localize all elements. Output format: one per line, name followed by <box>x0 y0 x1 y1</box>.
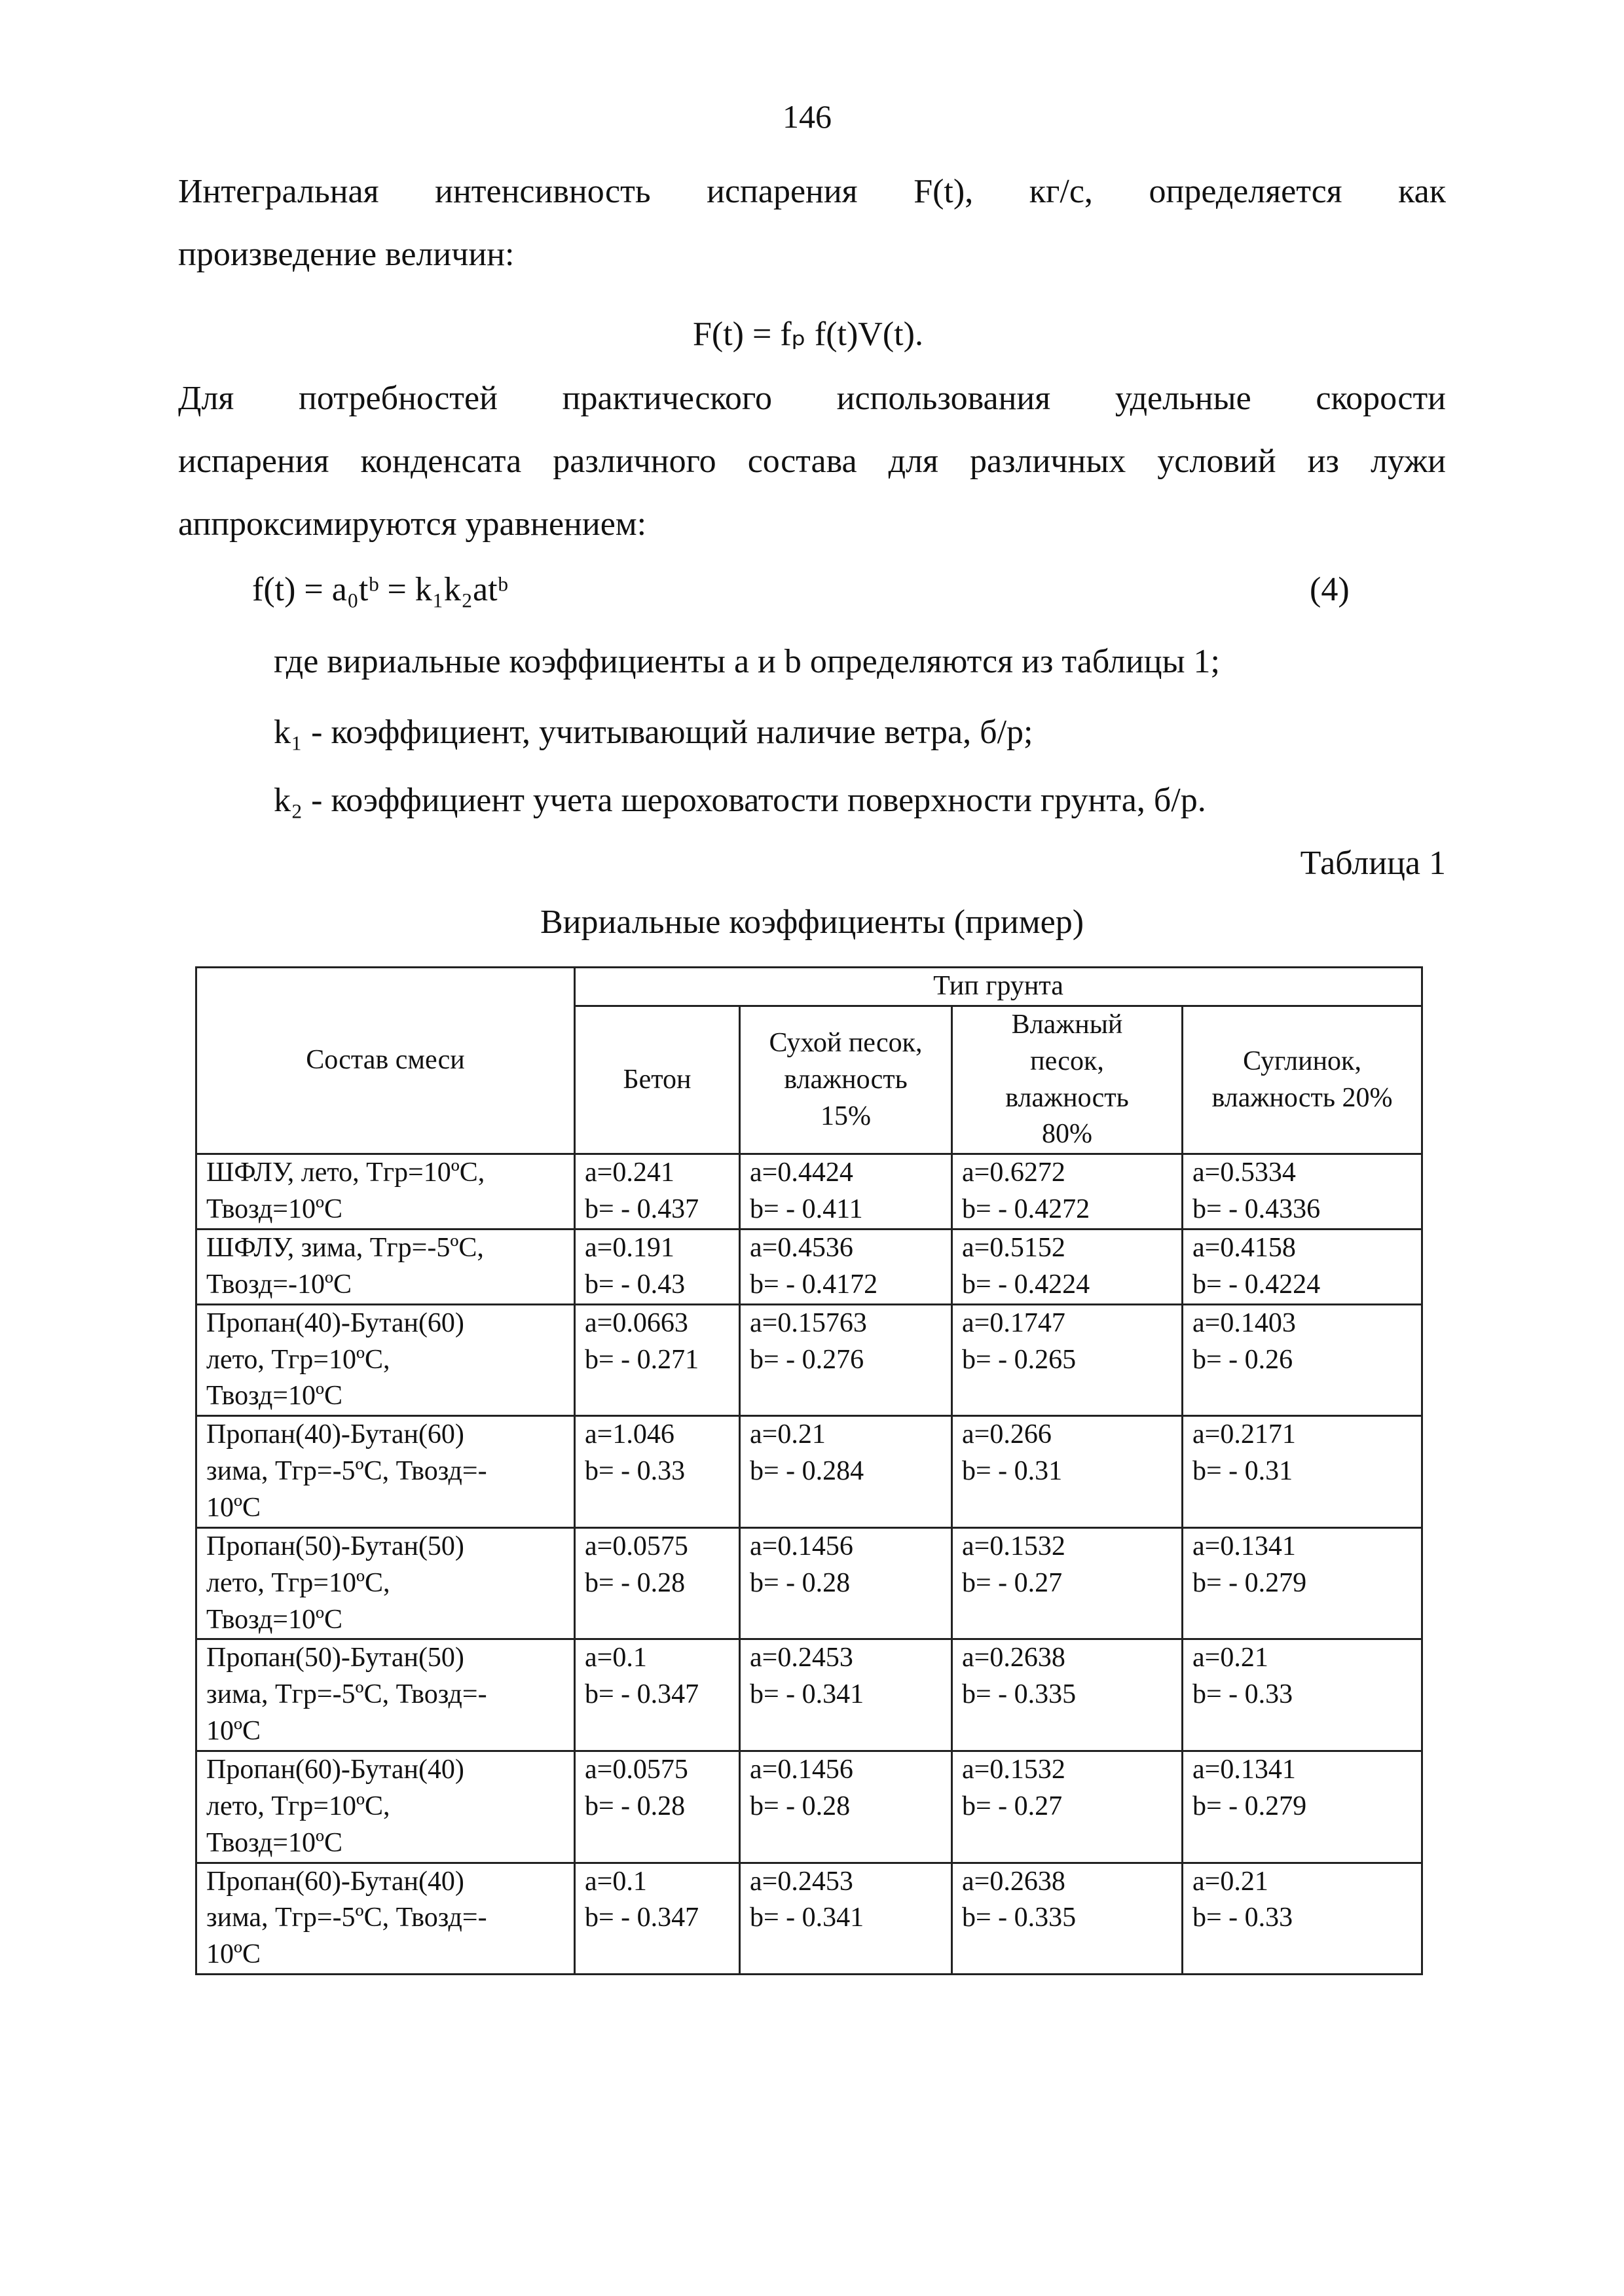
row-label-line: лето, Тгр=10ºС, <box>206 1791 390 1821</box>
coefficient-a: a=0.5152 <box>962 1233 1065 1264</box>
row-label-line: Пропан(40)-Бутан(60) <box>206 1419 464 1450</box>
row-label-mix <box>196 1230 575 1305</box>
coefficient-a: a=0.1341 <box>1192 1755 1296 1785</box>
virial-coefficients-table <box>195 966 1423 1975</box>
row-label-line: лето, Тгр=10ºС, <box>206 1567 390 1598</box>
table-title: Вириальные коэффициенты (пример) <box>540 903 1084 941</box>
coefficient-b: b= - 0.28 <box>750 1567 851 1598</box>
row-label-line: Твозд=10ºС <box>206 1827 343 1858</box>
coefficient-a: a=0.6272 <box>962 1157 1065 1188</box>
column-header-line: Бетон <box>623 1064 692 1095</box>
coefficient-a: a=1.046 <box>585 1419 674 1450</box>
coefficient-a: a=0.2638 <box>962 1866 1065 1897</box>
coefficient-a: a=0.2453 <box>750 1643 853 1673</box>
row-label-mix <box>196 1639 575 1751</box>
column-header-line: влажность <box>1005 1082 1129 1113</box>
where-definition: где вириальные коэффициенты a и b определяются из таблицы 1; <box>274 643 1220 680</box>
coefficient-b: b= - 0.335 <box>962 1679 1077 1710</box>
coefficient-cell <box>740 1639 952 1751</box>
coefficient-cell <box>952 1863 1183 1975</box>
row-label-line: Пропан(50)-Бутан(50) <box>206 1531 464 1561</box>
coefficient-a: a=0.0575 <box>585 1531 688 1561</box>
equation-number: (4) <box>1310 571 1350 608</box>
coefficient-cell <box>575 1154 740 1230</box>
coefficient-b: b= - 0.27 <box>962 1567 1063 1598</box>
coefficient-cell <box>740 1154 952 1230</box>
coefficient-cell <box>1183 1527 1422 1639</box>
coefficient-a: a=0.21 <box>1192 1643 1268 1673</box>
coefficient-b: b= - 0.341 <box>750 1903 864 1933</box>
coefficient-cell <box>575 1527 740 1639</box>
coefficient-a: a=0.0575 <box>585 1755 688 1785</box>
coefficient-cell <box>952 1751 1183 1863</box>
coefficient-a: a=0.2453 <box>750 1866 853 1897</box>
coefficient-cell <box>740 1304 952 1416</box>
coefficient-a: a=0.15763 <box>750 1307 867 1338</box>
coefficient-b: b= - 0.4224 <box>962 1269 1090 1300</box>
coefficient-cell <box>740 1230 952 1305</box>
header-mix-composition: Состав смеси <box>196 968 575 1154</box>
row-label-mix <box>196 1416 575 1528</box>
coefficient-b: b= - 0.347 <box>585 1679 699 1710</box>
column-header-line: Суглинок, <box>1243 1046 1361 1076</box>
column-header-line: 80% <box>1042 1119 1092 1150</box>
row-label-line: зима, Тгр=-5ºС, Твозд=- <box>206 1679 487 1710</box>
row-label-line: Пропан(40)-Бутан(60) <box>206 1307 464 1338</box>
coefficient-b: b= - 0.347 <box>585 1903 699 1933</box>
coefficient-cell <box>575 1751 740 1863</box>
coefficient-cell <box>1183 1304 1422 1416</box>
coefficient-cell <box>740 1416 952 1528</box>
row-label-line: зима, Тгр=-5ºС, Твозд=- <box>206 1456 487 1487</box>
coefficient-cell <box>740 1527 952 1639</box>
table-row <box>196 1154 1422 1230</box>
coefficient-a: a=0.1403 <box>1192 1307 1296 1338</box>
column-header-line: влажность <box>784 1064 908 1095</box>
coefficient-a: a=0.1 <box>585 1866 647 1897</box>
paragraph-2-line-2: испарения конденсата различного состава для различных условий из лужи <box>178 443 1446 480</box>
paragraph-1-line-1: Интегральная интенсивность испарения F(t), кг/с, определяется как <box>178 173 1446 210</box>
formula-evaporation-rate: f(t) = a₀tᵇ = k₁k₂atᵇ <box>252 571 508 608</box>
column-header-line: Сухой песок, <box>769 1027 923 1058</box>
column-header-3 <box>1183 1006 1422 1154</box>
row-label-mix <box>196 1527 575 1639</box>
coefficient-b: b= - 0.28 <box>585 1791 686 1821</box>
coefficient-a: a=0.1532 <box>962 1755 1065 1785</box>
coefficient-cell <box>575 1863 740 1975</box>
coefficient-cell <box>952 1416 1183 1528</box>
coefficient-cell <box>952 1154 1183 1230</box>
coefficient-cell <box>952 1639 1183 1751</box>
coefficient-b: b= - 0.43 <box>585 1269 686 1300</box>
row-label-line: 10ºС <box>206 1716 261 1747</box>
coefficient-b: b= - 0.279 <box>1192 1791 1307 1821</box>
row-label-line: лето, Тгр=10ºС, <box>206 1344 390 1375</box>
row-label-line: 10ºС <box>206 1939 261 1970</box>
k1-definition: k₁ - коэффициент, учитывающий наличие ветра, б/р; <box>274 714 1033 751</box>
column-header-line: песок, <box>1030 1046 1104 1076</box>
coefficient-a: a=0.1 <box>585 1643 647 1673</box>
coefficient-cell <box>575 1230 740 1305</box>
coefficient-a: a=0.5334 <box>1192 1157 1296 1188</box>
header-soil-type: Тип грунта <box>575 968 1422 1006</box>
paragraph-2-line-3: аппроксимируются уравнением: <box>178 505 647 543</box>
coefficient-b: b= - 0.276 <box>750 1344 864 1375</box>
coefficient-b: b= - 0.335 <box>962 1903 1077 1933</box>
coefficient-b: b= - 0.33 <box>585 1456 686 1487</box>
coefficient-a: a=0.4424 <box>750 1157 853 1188</box>
coefficient-a: a=0.1456 <box>750 1755 853 1785</box>
coefficient-a: a=0.0663 <box>585 1307 688 1338</box>
coefficient-b: b= - 0.33 <box>1192 1679 1293 1710</box>
table-row <box>196 1304 1422 1416</box>
coefficient-a: a=0.4536 <box>750 1233 853 1264</box>
table-row <box>196 1751 1422 1863</box>
coefficient-cell <box>1183 1416 1422 1528</box>
coefficient-a: a=0.1341 <box>1192 1531 1296 1561</box>
coefficient-a: a=0.1532 <box>962 1531 1065 1561</box>
row-label-line: ШФЛУ, зима, Тгр=-5ºС, <box>206 1233 484 1264</box>
row-label-line: Пропан(60)-Бутан(40) <box>206 1755 464 1785</box>
table-label: Таблица 1 <box>1300 845 1446 882</box>
coefficient-b: b= - 0.265 <box>962 1344 1077 1375</box>
coefficient-cell <box>952 1527 1183 1639</box>
coefficient-cell <box>740 1863 952 1975</box>
paragraph-2-line-1: Для потребностей практического использования удельные скорости <box>178 380 1446 417</box>
coefficient-b: b= - 0.26 <box>1192 1344 1293 1375</box>
k2-definition: k₂ - коэффициент учета шероховатости поверхности грунта, б/р. <box>274 782 1206 819</box>
coefficient-a: a=0.191 <box>585 1233 674 1264</box>
row-label-line: Твозд=10ºС <box>206 1381 343 1412</box>
coefficient-cell <box>1183 1230 1422 1305</box>
column-header-line: 15% <box>821 1101 871 1131</box>
paragraph-1-line-2: произведение величин: <box>178 236 515 273</box>
coefficient-a: a=0.4158 <box>1192 1233 1296 1264</box>
column-header-line: Влажный <box>1011 1009 1123 1040</box>
page-number: 146 <box>783 98 832 135</box>
coefficient-b: b= - 0.27 <box>962 1791 1063 1821</box>
table-row <box>196 1416 1422 1528</box>
coefficient-a: a=0.2638 <box>962 1643 1065 1673</box>
coefficient-b: b= - 0.284 <box>750 1456 864 1487</box>
coefficient-cell <box>952 1304 1183 1416</box>
table-row <box>196 1230 1422 1305</box>
coefficient-b: b= - 0.341 <box>750 1679 864 1710</box>
row-label-line: Твозд=10ºС <box>206 1604 343 1635</box>
row-label-line: зима, Тгр=-5ºС, Твозд=- <box>206 1903 487 1933</box>
coefficient-b: b= - 0.4272 <box>962 1194 1090 1225</box>
coefficient-a: a=0.21 <box>1192 1866 1268 1897</box>
coefficient-b: b= - 0.31 <box>962 1456 1063 1487</box>
coefficient-cell <box>952 1230 1183 1305</box>
coefficient-a: a=0.21 <box>750 1419 826 1450</box>
column-header-1 <box>740 1006 952 1154</box>
coefficient-b: b= - 0.437 <box>585 1194 699 1225</box>
coefficient-b: b= - 0.28 <box>585 1567 686 1598</box>
formula-flux: F(t) = fₚ f(t)V(t). <box>693 316 923 353</box>
column-header-line: влажность 20% <box>1211 1082 1393 1113</box>
coefficient-b: b= - 0.271 <box>585 1344 699 1375</box>
coefficient-cell <box>1183 1154 1422 1230</box>
coefficient-b: b= - 0.411 <box>750 1194 863 1225</box>
coefficient-b: b= - 0.279 <box>1192 1567 1307 1598</box>
coefficient-a: a=0.241 <box>585 1157 674 1188</box>
coefficient-a: a=0.2171 <box>1192 1419 1296 1450</box>
table-row <box>196 1863 1422 1975</box>
coefficient-b: b= - 0.4172 <box>750 1269 878 1300</box>
coefficient-a: a=0.1747 <box>962 1307 1065 1338</box>
row-label-line: Пропан(60)-Бутан(40) <box>206 1866 464 1897</box>
row-label-mix <box>196 1304 575 1416</box>
coefficient-cell <box>1183 1751 1422 1863</box>
coefficient-cell <box>575 1639 740 1751</box>
column-header-2 <box>952 1006 1183 1154</box>
row-label-line: Твозд=10ºС <box>206 1194 343 1225</box>
coefficient-cell <box>740 1751 952 1863</box>
row-label-mix <box>196 1751 575 1863</box>
coefficient-b: b= - 0.28 <box>750 1791 851 1821</box>
table-row <box>196 1527 1422 1639</box>
row-label-mix <box>196 1863 575 1975</box>
row-label-line: 10ºС <box>206 1493 261 1523</box>
coefficient-cell <box>575 1416 740 1528</box>
row-label-line: ШФЛУ, лето, Тгр=10ºС, <box>206 1157 485 1188</box>
coefficient-b: b= - 0.31 <box>1192 1456 1293 1487</box>
coefficient-b: b= - 0.33 <box>1192 1903 1293 1933</box>
row-label-line: Пропан(50)-Бутан(50) <box>206 1643 464 1673</box>
column-header-0 <box>575 1006 740 1154</box>
coefficient-a: a=0.1456 <box>750 1531 853 1561</box>
table-row <box>196 1639 1422 1751</box>
row-label-mix <box>196 1154 575 1230</box>
coefficient-b: b= - 0.4336 <box>1192 1194 1321 1225</box>
row-label-line: Твозд=-10ºС <box>206 1269 352 1300</box>
coefficient-b: b= - 0.4224 <box>1192 1269 1321 1300</box>
coefficient-cell <box>575 1304 740 1416</box>
coefficient-cell <box>1183 1639 1422 1751</box>
coefficient-cell <box>1183 1863 1422 1975</box>
coefficient-a: a=0.266 <box>962 1419 1052 1450</box>
